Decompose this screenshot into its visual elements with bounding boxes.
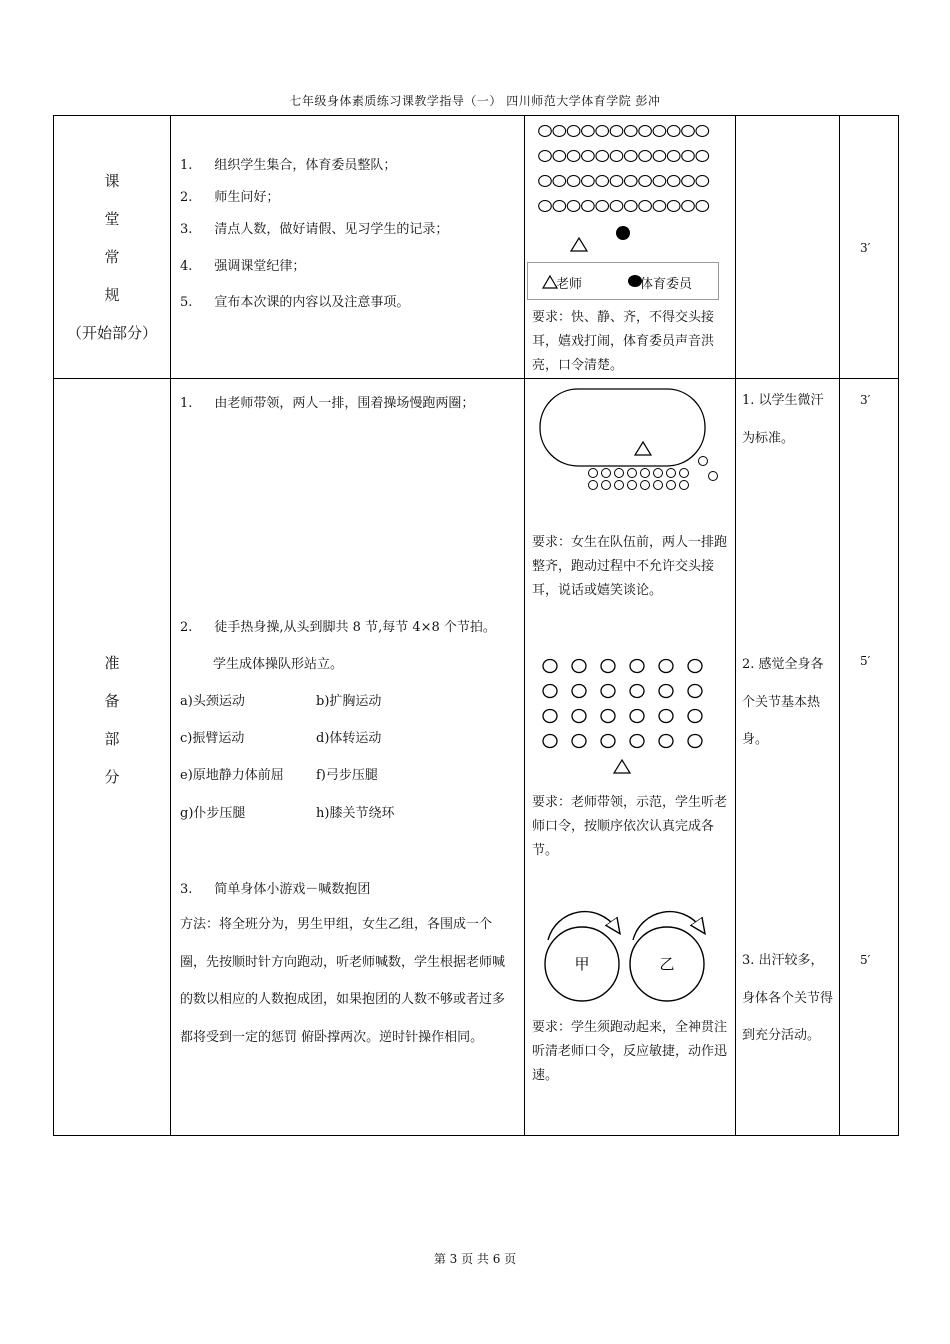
teacher-mark — [614, 760, 630, 773]
s2-time-2: 5′ — [860, 654, 871, 668]
student-mark — [596, 201, 609, 212]
col-divider — [524, 116, 525, 1135]
legend-box — [527, 262, 719, 300]
student-mark — [682, 176, 695, 187]
row-divider — [54, 378, 898, 379]
runner-mark — [654, 481, 663, 490]
runner-mark — [680, 481, 689, 490]
student-mark — [539, 176, 552, 187]
student-mark — [682, 201, 695, 212]
s1-item-2: 2. 师生问好； — [180, 190, 280, 205]
student-mark — [667, 201, 680, 212]
student-mark — [567, 176, 580, 187]
student-mark — [696, 176, 709, 187]
student-mark — [659, 710, 673, 723]
col-divider — [735, 116, 736, 1135]
runner-mark — [589, 481, 598, 490]
student-mark — [625, 201, 638, 212]
circle-label-b: 乙 — [659, 955, 675, 973]
runner-mark — [680, 469, 689, 478]
student-mark — [696, 201, 709, 212]
student-mark — [630, 710, 644, 723]
teacher-mark — [635, 442, 651, 455]
s1-item-5: 5. 宣布本次课的内容以及注意事项。 — [180, 295, 410, 310]
move-item: g)仆步压腿 — [180, 806, 246, 821]
runner-mark — [589, 469, 598, 478]
title-char: 备 — [104, 692, 120, 710]
student-mark — [567, 151, 580, 162]
student-mark — [688, 710, 702, 723]
student-mark — [639, 201, 652, 212]
student-mark — [582, 201, 595, 212]
title-sub: （开始部分） — [66, 324, 157, 342]
circle-game-diagram — [530, 894, 730, 1004]
legend-monitor: 体育委员 — [640, 277, 693, 292]
teacher-mark — [571, 238, 587, 251]
student-mark — [582, 126, 595, 137]
move-item: e)原地静力体前屈 — [180, 768, 284, 783]
track-diagram — [530, 382, 730, 497]
s1-time: 3′ — [860, 241, 871, 255]
student-mark — [639, 176, 652, 187]
student-mark — [572, 735, 586, 748]
student-mark — [543, 685, 557, 698]
student-mark — [601, 710, 615, 723]
student-mark — [543, 735, 557, 748]
gymnastics-formation-diagram — [530, 652, 730, 782]
student-mark — [543, 660, 557, 673]
s2-requirement-1: 要求：女生在队伍前，两人一排跑整齐，跑动过程中不允许交头接耳，说话或嬉笑谈论。 — [532, 535, 728, 598]
s2-item-2: 2. 徒手热身操,从头到脚共 8 节,每节 4×8 个节拍。 — [180, 620, 496, 635]
circle-label-a: 甲 — [574, 955, 590, 973]
student-mark — [639, 151, 652, 162]
student-mark — [553, 151, 566, 162]
runner-mark — [615, 481, 624, 490]
runner-mark — [699, 457, 708, 466]
student-mark — [601, 660, 615, 673]
runner-mark — [641, 469, 650, 478]
student-mark — [667, 126, 680, 137]
student-mark — [567, 201, 580, 212]
student-mark — [625, 151, 638, 162]
s2-note-3: 3. 出汗较多，身体各个关节得到充分活动。 — [742, 953, 834, 1043]
formation-diagram — [530, 120, 730, 260]
page-header: 七年级身体素质练习课教学指导（一） 四川师范大学体育学院 彭冲 — [289, 94, 661, 108]
title-char: 规 — [104, 286, 120, 304]
title-char: 分 — [104, 768, 120, 786]
runner-mark — [615, 469, 624, 478]
student-mark — [539, 201, 552, 212]
student-mark — [567, 126, 580, 137]
student-mark — [659, 685, 673, 698]
s2-method: 方法：将全班分为，男生甲组，女生乙组，各围成一个圈，先按顺时针方向跑动，听老师喊数，学生根据老师喊的数以相应的人数抱成团，如果抱团的人数不够或者过多都将受到一定的惩罚 俯卧撑两次。逆时针操作相同。 — [180, 917, 506, 1045]
runner-mark — [628, 481, 637, 490]
student-mark — [696, 126, 709, 137]
student-mark — [667, 151, 680, 162]
student-mark — [553, 126, 566, 137]
move-item: b)扩胸运动 — [316, 694, 382, 709]
runner-mark — [602, 469, 611, 478]
student-mark — [610, 201, 623, 212]
student-mark — [682, 126, 695, 137]
student-mark — [572, 660, 586, 673]
student-mark — [659, 735, 673, 748]
student-mark — [610, 176, 623, 187]
student-mark — [572, 685, 586, 698]
s2-item-2-sub: 学生成体操队形站立。 — [213, 657, 344, 672]
student-mark — [625, 176, 638, 187]
monitor-mark — [616, 226, 630, 240]
lesson-table — [53, 115, 899, 1136]
student-mark — [596, 151, 609, 162]
student-mark — [539, 151, 552, 162]
runner-mark — [709, 472, 718, 481]
student-mark — [667, 176, 680, 187]
student-mark — [582, 176, 595, 187]
s2-time-1: 3′ — [860, 393, 871, 407]
student-mark — [653, 176, 666, 187]
title-char: 部 — [104, 730, 120, 748]
student-mark — [625, 126, 638, 137]
runner-mark — [641, 481, 650, 490]
move-item: c)振臂运动 — [180, 731, 245, 746]
s2-item-1: 1. 由老师带领，两人一排，围着操场慢跑两圈； — [180, 396, 475, 411]
student-mark — [659, 660, 673, 673]
student-mark — [688, 660, 702, 673]
student-mark — [610, 126, 623, 137]
student-mark — [653, 126, 666, 137]
s2-note-2: 2. 感觉全身各个关节基本热身。 — [742, 657, 824, 747]
s2-requirement-2: 要求：老师带领，示范，学生听老师口令，按顺序依次认真完成各节。 — [532, 795, 728, 858]
col-divider — [839, 116, 840, 1135]
page-footer: 第 3 页 共 6 页 — [433, 1252, 517, 1266]
runner-mark — [602, 481, 611, 490]
move-item: h)膝关节绕环 — [316, 806, 395, 821]
student-mark — [696, 151, 709, 162]
s2-requirement-3: 要求：学生须跑动起来，全神贯注听清老师口令，反应敏捷，动作迅速。 — [532, 1020, 728, 1083]
student-mark — [543, 710, 557, 723]
student-mark — [630, 735, 644, 748]
student-mark — [630, 660, 644, 673]
s2-note-1: 1. 以学生微汗为标准。 — [742, 393, 824, 446]
runner-mark — [667, 469, 676, 478]
student-mark — [596, 126, 609, 137]
student-mark — [610, 151, 623, 162]
track-outline — [540, 389, 705, 466]
student-mark — [688, 685, 702, 698]
student-mark — [582, 151, 595, 162]
runner-mark — [667, 481, 676, 490]
runner-mark — [628, 469, 637, 478]
s2-time-3: 5′ — [860, 953, 871, 967]
student-mark — [553, 176, 566, 187]
student-mark — [601, 735, 615, 748]
student-mark — [630, 685, 644, 698]
title-char: 准 — [104, 654, 120, 672]
s1-item-3: 3. 清点人数，做好请假、见习学生的记录； — [180, 222, 449, 237]
title-char: 课 — [104, 172, 120, 190]
move-item: d)体转运动 — [316, 731, 382, 746]
section2-title — [54, 644, 170, 796]
title-char: 常 — [104, 248, 120, 266]
student-mark — [653, 151, 666, 162]
student-mark — [653, 201, 666, 212]
s1-item-1: 1. 组织学生集合，体育委员整队； — [180, 158, 397, 173]
s2-item-3: 3. 简单身体小游戏－喊数抱团 — [180, 882, 371, 897]
student-mark — [682, 151, 695, 162]
s1-item-4: 4. 强调课堂纪律； — [180, 259, 306, 274]
col-divider — [170, 116, 171, 1135]
student-mark — [596, 176, 609, 187]
student-mark — [539, 126, 552, 137]
student-mark — [572, 710, 586, 723]
student-mark — [688, 735, 702, 748]
s1-requirement: 要求：快、静、齐，不得交头接耳，嬉戏打闹，体育委员声音洪亮，口令清楚。 — [532, 310, 715, 373]
student-mark — [553, 201, 566, 212]
title-char: 堂 — [104, 210, 120, 228]
student-mark — [601, 685, 615, 698]
move-item: f)弓步压腿 — [316, 768, 378, 783]
move-item: a)头颈运动 — [180, 694, 245, 709]
student-mark — [639, 126, 652, 137]
section1-title — [54, 162, 170, 352]
runner-mark — [654, 469, 663, 478]
legend-teacher: 老师 — [556, 277, 583, 292]
